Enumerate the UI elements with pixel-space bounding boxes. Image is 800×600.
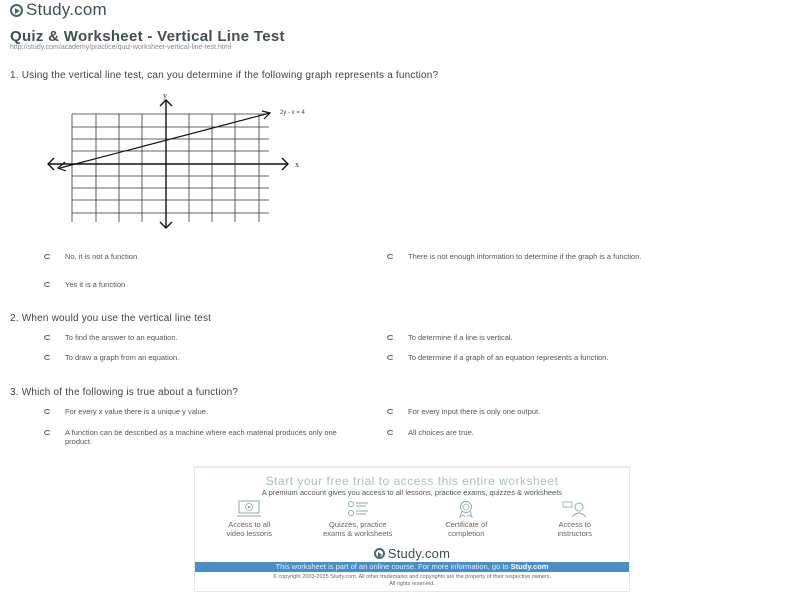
free-trial-promo bbox=[194, 466, 630, 592]
q2-choice-a[interactable]: To find the answer to an equation. bbox=[44, 333, 178, 342]
q3-choice-b[interactable]: For every input there is only one output. bbox=[387, 407, 540, 416]
radio-button[interactable] bbox=[387, 254, 394, 259]
question-2-text: 2. When would you use the vertical line test bbox=[10, 313, 212, 324]
question-1-text: 1. Using the vertical line test, can you determine if the following graph represents a function? bbox=[10, 70, 439, 81]
studycom-logo[interactable] bbox=[10, 0, 107, 20]
copyright-notice: © copyright 2003-2015 Study.com. All other trademarks and copyrights are the property of their respective owners. All rights reserved. bbox=[272, 574, 552, 587]
q2-choice-c[interactable]: To draw a graph from an equation. bbox=[44, 353, 179, 362]
quiz-list-icon bbox=[345, 500, 371, 518]
radio-button[interactable] bbox=[44, 282, 51, 287]
studycom-link[interactable]: Study.com bbox=[510, 562, 549, 571]
svg-text:2y - x = 4: 2y - x = 4 bbox=[280, 110, 305, 116]
grid-lines bbox=[72, 114, 269, 222]
page-title: Quiz & Worksheet - Vertical Line Test bbox=[10, 28, 285, 45]
feature-instructors: Access to instructors bbox=[525, 500, 625, 538]
q2-choice-d[interactable]: To determine if a graph of an equation represents a function. bbox=[387, 353, 609, 362]
svg-text:y: y bbox=[163, 92, 167, 100]
page-url[interactable]: http://study.com/academy/practice/quiz-worksheet-vertical-line-test.html bbox=[10, 44, 232, 51]
play-icon bbox=[10, 4, 23, 17]
q1-choice-c[interactable]: Yes it is a function bbox=[44, 280, 125, 289]
promo-subtitle: A premium account gives you access to all lessons, practice exams, quizzes & worksheets bbox=[261, 488, 563, 497]
play-icon bbox=[374, 548, 385, 559]
radio-button[interactable] bbox=[44, 335, 51, 340]
q1-choice-b[interactable]: There is not enough information to determine if the graph is a function. bbox=[387, 252, 717, 261]
coordinate-graph bbox=[44, 92, 314, 232]
promo-studycom-logo[interactable]: Study.com bbox=[195, 546, 629, 561]
logo-text: Study.com bbox=[26, 0, 107, 19]
radio-button[interactable] bbox=[387, 335, 394, 340]
video-lesson-icon bbox=[236, 500, 262, 518]
course-info-banner: This worksheet is part of an online course. For more information, go to Study.com bbox=[195, 562, 629, 572]
svg-text:x: x bbox=[295, 160, 299, 169]
radio-button[interactable] bbox=[44, 409, 51, 414]
q1-choice-a[interactable]: No, it is not a function bbox=[44, 252, 137, 261]
radio-button[interactable] bbox=[44, 430, 51, 435]
q2-choice-b[interactable]: To determine if a line is vertical. bbox=[387, 333, 513, 342]
feature-list bbox=[195, 500, 629, 538]
radio-button[interactable] bbox=[44, 355, 51, 360]
radio-button[interactable] bbox=[387, 409, 394, 414]
radio-button[interactable] bbox=[387, 355, 394, 360]
promo-title[interactable]: Start your free trial to access this entire worksheet bbox=[265, 474, 559, 488]
feature-video-lessons: Access to all video lessons bbox=[199, 500, 299, 538]
axes bbox=[48, 100, 288, 228]
q3-choice-a[interactable]: For every x value there is a unique y value. bbox=[44, 407, 208, 416]
certificate-icon bbox=[453, 500, 479, 518]
feature-quizzes: Quizzes, practice exams & worksheets bbox=[308, 500, 408, 538]
q3-choice-d[interactable]: All choices are true. bbox=[387, 428, 474, 437]
q3-choice-c[interactable]: A function can be described as a machine where each material produces only one product. bbox=[44, 428, 344, 446]
radio-button[interactable] bbox=[44, 254, 51, 259]
question-3-text: 3. Which of the following is true about a function? bbox=[10, 387, 239, 398]
feature-certificate: Certificate of completion bbox=[416, 500, 516, 538]
radio-button[interactable] bbox=[387, 430, 394, 435]
instructor-icon bbox=[562, 500, 588, 518]
function-line bbox=[58, 111, 270, 171]
